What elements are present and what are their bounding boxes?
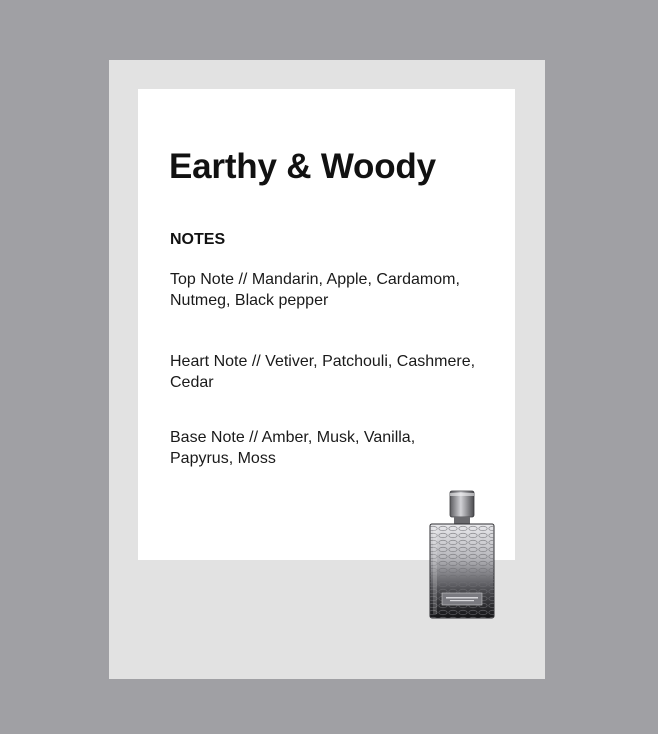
heart-note [170, 351, 475, 393]
perfume-bottle-icon [428, 490, 496, 620]
notes-heading: NOTES [170, 231, 226, 248]
top-note-line-2: Nutmeg, Black pepper [170, 292, 329, 309]
base-note [170, 427, 415, 469]
top-note-line-1: Top Note // Mandarin, Apple, Cardamom, [170, 271, 460, 288]
base-note-line-2: Papyrus, Moss [170, 450, 276, 467]
top-note [170, 269, 460, 311]
page-title: Earthy & Woody [169, 147, 436, 186]
heart-note-line-2: Cedar [170, 374, 214, 391]
heart-note-line-1: Heart Note // Vetiver, Patchouli, Cashmere, [170, 353, 476, 370]
base-note-line-1: Base Note // Amber, Musk, Vanilla, [170, 429, 416, 446]
